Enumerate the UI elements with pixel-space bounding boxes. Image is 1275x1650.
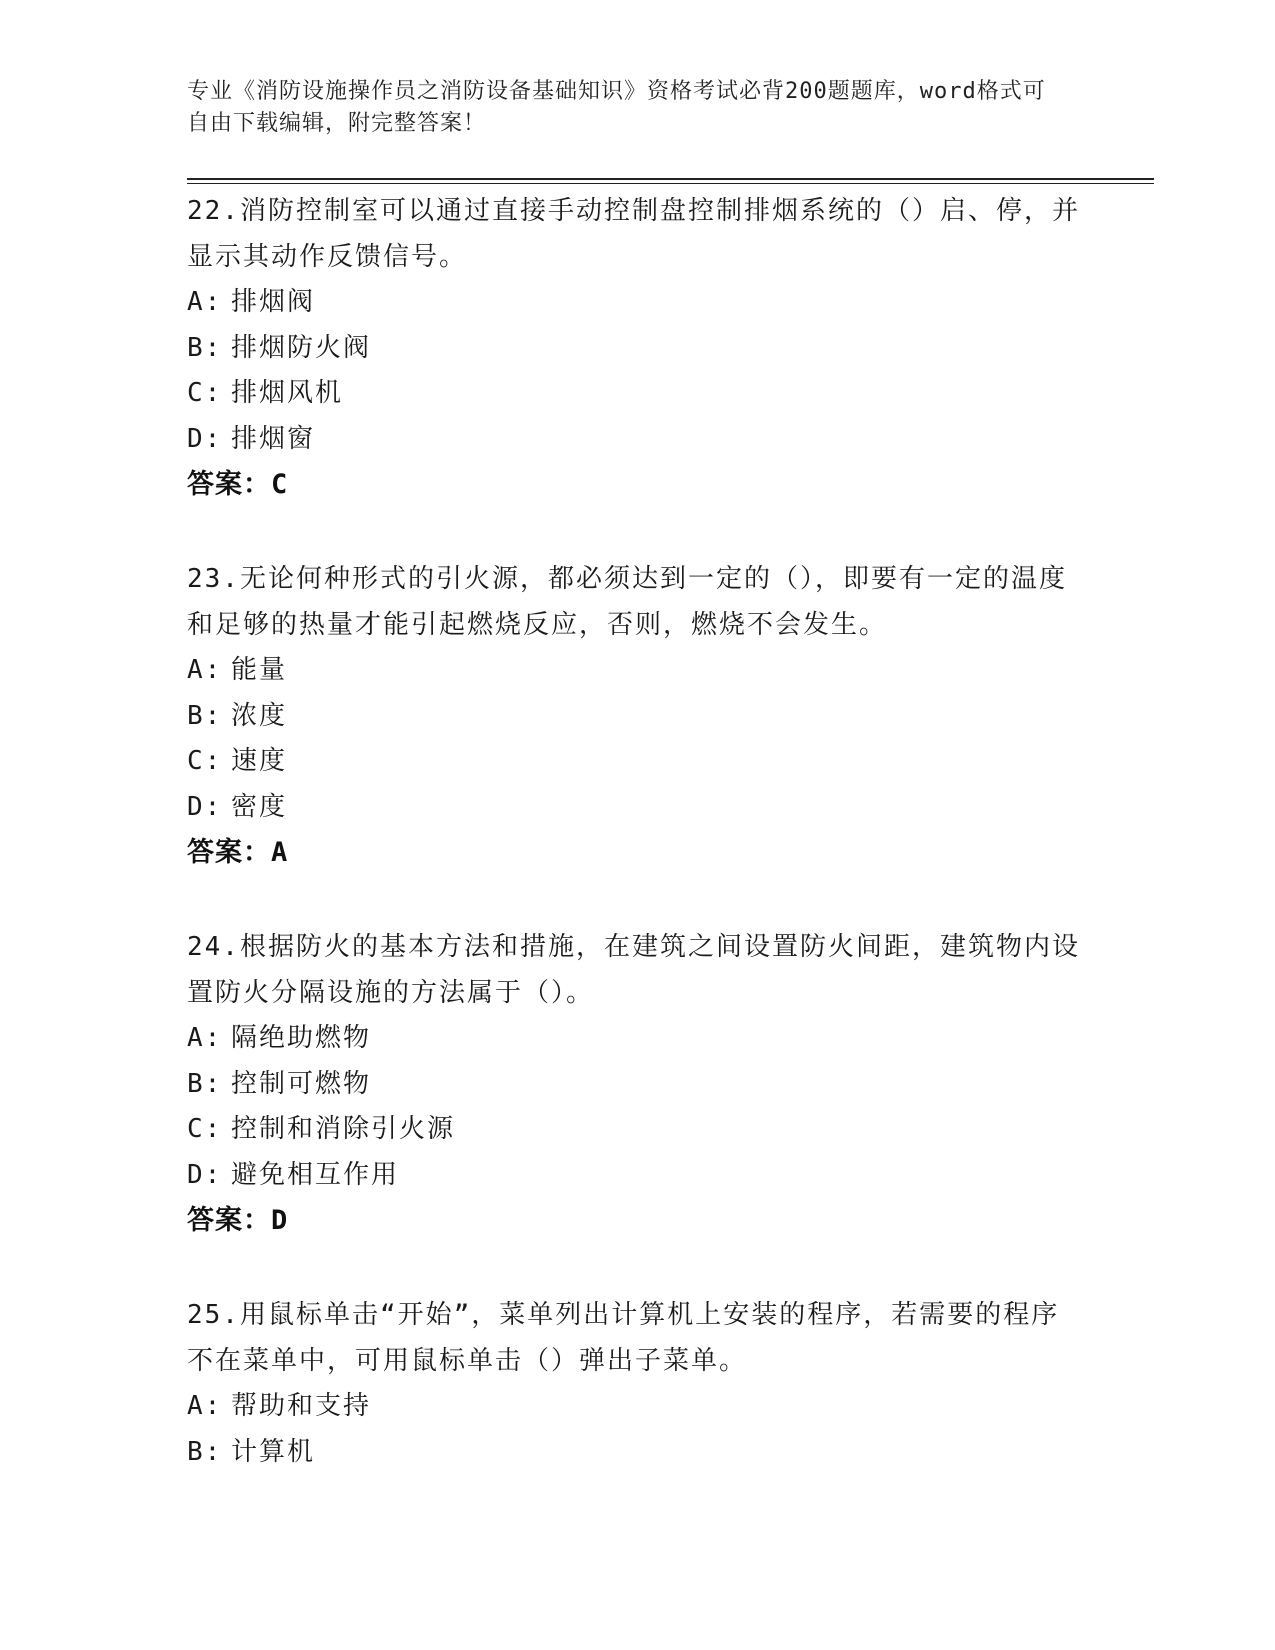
option-a [187,1384,1087,1430]
option-text: 能量 [231,655,288,685]
answer-line: 答案：D [187,1205,289,1236]
option-letter: C: [187,378,223,408]
header-divider-thick [187,178,1154,180]
option-letter: D: [187,1159,223,1190]
option-a [187,280,1087,326]
option-text: 排烟风机 [231,378,344,408]
option-b [187,694,1087,740]
option-text: 排烟阀 [231,287,316,317]
question-23 [187,556,1087,876]
option-text: 帮助和支持 [231,1391,372,1421]
option-text: 隔绝助燃物 [231,1023,372,1053]
option-text: 避免相互作用 [231,1159,400,1190]
option-text: 控制可燃物 [231,1068,372,1099]
option-letter: B: [187,1436,223,1467]
option-text: 浓度 [231,700,288,731]
option-letter: D: [187,423,223,454]
option-c [187,371,1087,417]
option-letter: B: [187,700,223,731]
option-text: 排烟窗 [231,423,316,454]
option-letter: C: [187,1114,223,1144]
question-text: 22.消防控制室可以通过直接手动控制盘控制排烟系统的（）启、停，并显示其动作反馈信号。 [187,196,1080,272]
document-header: 专业《消防设施操作员之消防设备基础知识》资格考试必背200题题库，word格式可自由下载编辑，附完整答案！ [187,79,1046,136]
option-letter: C: [187,746,223,776]
option-c [187,1107,1087,1153]
question-text: 24.根据防火的基本方法和措施，在建筑之间设置防火间距，建筑物内设置防火分隔设施的方法属于（）。 [187,932,1080,1008]
option-d [187,1153,1087,1199]
option-c [187,739,1087,785]
option-letter: B: [187,1068,223,1099]
option-letter: D: [187,791,223,822]
header-divider-thin [187,183,1154,184]
option-list [187,280,1087,462]
option-d [187,785,1087,831]
option-letter: A: [187,655,223,685]
question-24 [187,924,1087,1244]
option-letter: A: [187,1391,223,1421]
question-text: 23.无论何种形式的引火源，都必须达到一定的（），即要有一定的温度和足够的热量才能引起燃烧反应，否则，燃烧不会发生。 [187,564,1067,640]
question-text: 25.用鼠标单击“开始”，菜单列出计算机上安装的程序，若需要的程序不在菜单中，可用鼠标单击（）弹出子菜单。 [187,1300,1060,1376]
question-25 [187,1292,1087,1475]
question-22 [187,188,1087,508]
option-b [187,1062,1087,1108]
option-text: 速度 [231,746,288,776]
option-d [187,417,1087,463]
option-b [187,1430,1087,1476]
option-a [187,648,1087,694]
option-a [187,1016,1087,1062]
answer-line: 答案：C [187,469,289,500]
option-list [187,648,1087,830]
answer-line: 答案：A [187,837,289,868]
option-letter: A: [187,287,223,317]
option-list [187,1384,1087,1475]
option-list [187,1016,1087,1198]
option-text: 控制和消除引火源 [231,1114,456,1144]
option-text: 密度 [231,791,288,822]
option-b [187,326,1087,372]
option-text: 排烟防火阀 [231,332,372,363]
question-list [187,188,1087,1523]
option-letter: B: [187,332,223,363]
option-text: 计算机 [231,1436,316,1467]
option-letter: A: [187,1023,223,1053]
